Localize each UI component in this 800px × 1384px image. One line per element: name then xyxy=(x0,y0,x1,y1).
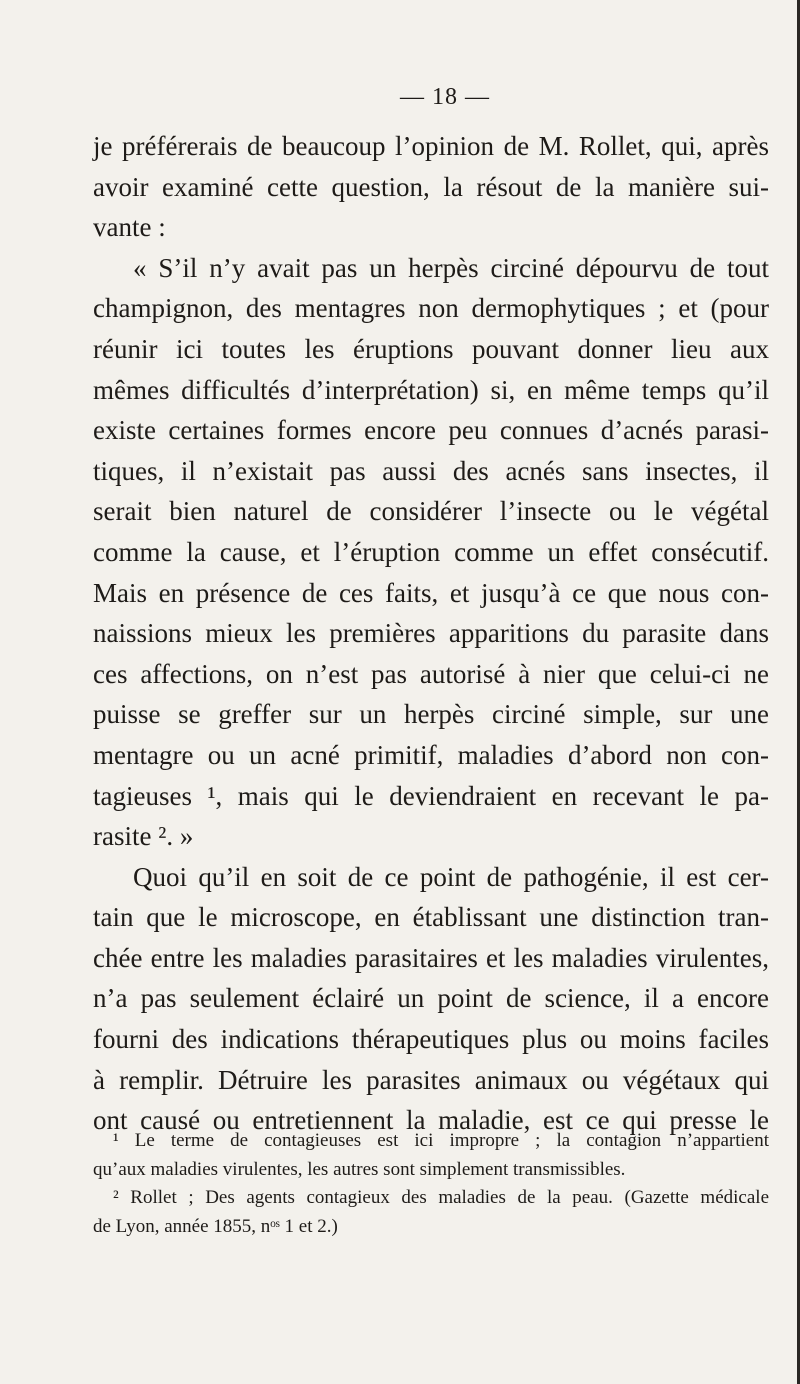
text-line: serait bien naturel de considérer l’insecte ou le végétal xyxy=(93,496,769,527)
text-line: à remplir. Détruire les parasites animaux ou végétaux qui xyxy=(93,1064,769,1095)
text-line: Quoi qu’il en soit de ce point de pathogénie, il est cer- xyxy=(133,861,769,892)
text-line: avoir examiné cette question, la résout de la manière sui- xyxy=(93,171,769,202)
text-line: existe certaines formes encore peu connues d’acnés parasi- xyxy=(93,415,769,446)
text-line: ces affections, on n’est pas autorisé à nier que celui-ci ne xyxy=(93,658,769,689)
footnote-line: ² Rollet ; Des agents contagieux des maladies de la peau. (Gazette médicale xyxy=(113,1187,769,1208)
body-text xyxy=(93,126,769,1141)
footnote-line: qu’aux maladies virulentes, les autres sont simplement transmissibles. xyxy=(93,1158,626,1180)
text-line: chée entre les maladies parasitaires et les maladies virulentes, xyxy=(93,942,769,973)
text-line: tain que le microscope, en établissant une distinction tran- xyxy=(93,902,769,933)
footnote-line: de Lyon, année 1855, nᵒˢ 1 et 2.) xyxy=(93,1215,338,1237)
text-line: réunir ici toutes les éruptions pouvant donner lieu aux xyxy=(93,333,769,364)
text-line: Mais en présence de ces faits, et jusqu’à ce que nous con- xyxy=(93,577,769,608)
text-line: mêmes difficultés d’interprétation) si, en même temps qu’il xyxy=(93,374,769,405)
text-line: vante : xyxy=(93,212,166,243)
text-line: comme la cause, et l’éruption comme un effet consécutif. xyxy=(93,536,769,567)
text-line: puisse se greffer sur un herpès circiné simple, sur une xyxy=(93,699,769,730)
text-line: n’a pas seulement éclairé un point de science, il a encore xyxy=(93,983,769,1014)
text-line: « S’il n’y avait pas un herpès circiné dépourvu de tout xyxy=(133,252,769,283)
text-line: champignon, des mentagres non dermophytiques ; et (pour xyxy=(93,293,769,324)
footnotes xyxy=(93,1127,769,1241)
text-line: ont causé ou entretiennent la maladie, est ce qui presse le xyxy=(93,1105,769,1136)
text-line: fourni des indications thérapeutiques plus ou moins faciles xyxy=(93,1024,769,1055)
text-line: tiques, il n’existait pas aussi des acnés sans insectes, il xyxy=(93,455,769,486)
text-line: naissions mieux les premières apparitions du parasite dans xyxy=(93,618,769,649)
footnote-line: ¹ Le terme de contagieuses est ici impropre ; la contagion n’appartient xyxy=(113,1130,769,1151)
text-line: mentagre ou un acné primitif, maladies d’abord non con- xyxy=(93,739,769,770)
text-line: je préférerais de beaucoup l’opinion de M. Rollet, qui, après xyxy=(93,131,769,161)
text-line: tagieuses ¹, mais qui le deviendraient en recevant le pa- xyxy=(93,780,769,811)
page-number: — 18 — xyxy=(400,84,490,110)
text-line: rasite ². » xyxy=(93,821,194,852)
